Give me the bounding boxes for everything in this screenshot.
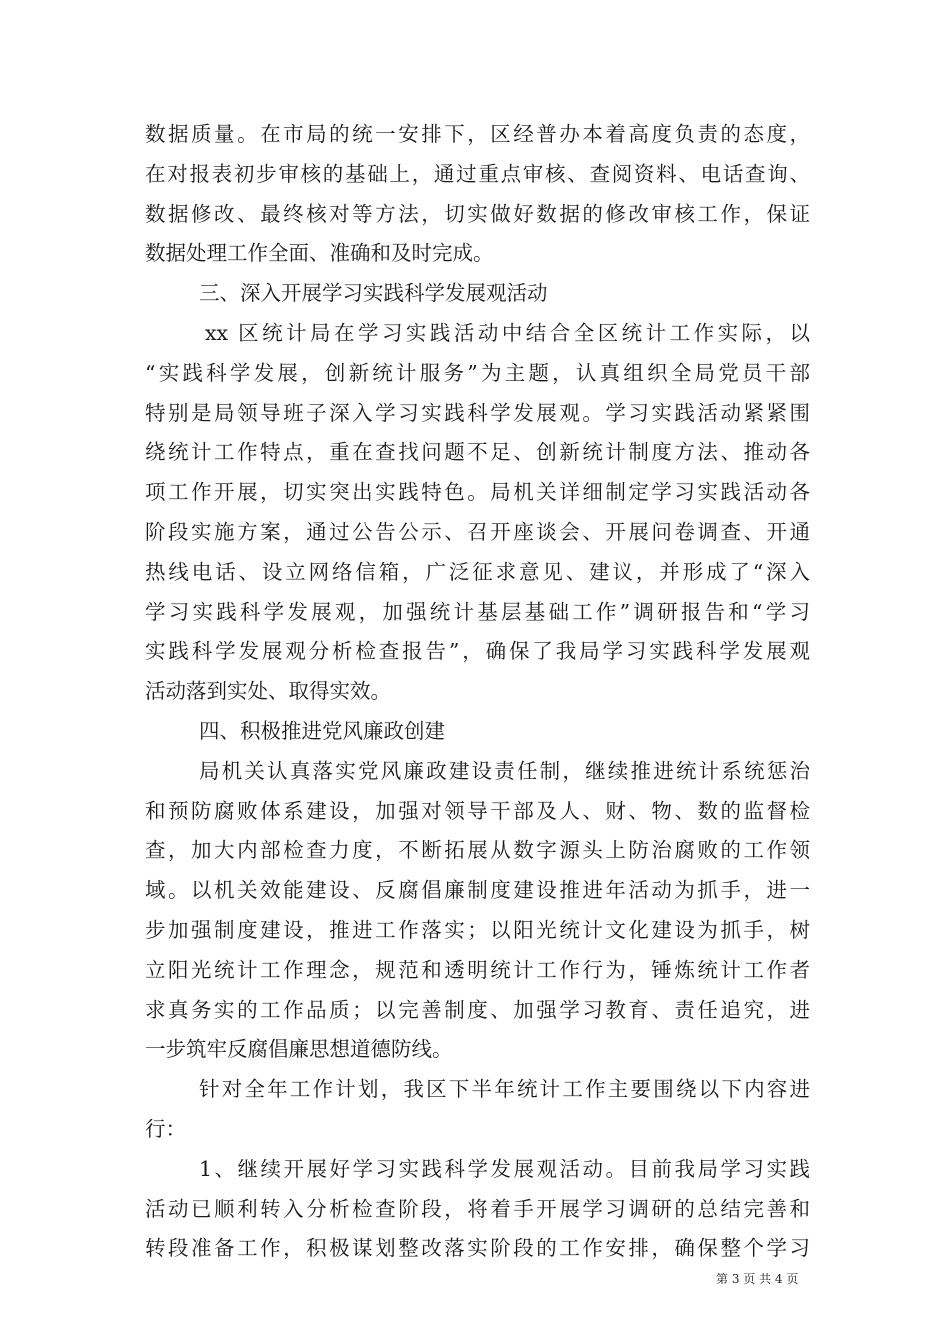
body-line: 热线电话、设立网络信箱，广泛征求意见、建议，并形成了“深入 <box>145 559 810 584</box>
body-line: 查，加大内部检查力度，不断拓展从数字源头上防治腐败的工作领 <box>145 838 810 863</box>
body-line: 数据修改、最终核对等方法，切实做好数据的修改审核工作，保证 <box>145 201 810 226</box>
body-line: 活动已顺利转入分析检查阶段，将着手开展学习调研的总结完善和 <box>145 1196 810 1221</box>
section-heading: 三、深入开展学习实践科学发展观活动 <box>199 281 548 306</box>
body-line: 立阳光统计工作理念，规范和透明统计工作行为，锤炼统计工作者 <box>145 957 810 982</box>
body-line: “实践科学发展，创新统计服务”为主题，认真组织全局党员干部 <box>145 360 810 385</box>
body-line: 一步筑牢反腐倡廉思想道德防线。 <box>145 1037 453 1062</box>
body-line: 项工作开展，切实突出实践特色。局机关详细制定学习实践活动各 <box>145 480 810 505</box>
body-line: 步加强制度建设，推进工作落实；以阳光统计文化建设为抓手，树 <box>145 917 810 942</box>
body-line: 局机关认真落实党风廉政建设责任制，继续推进统计系统惩治 <box>199 758 810 783</box>
body-line: 数据处理工作全面、准确和及时完成。 <box>145 241 494 266</box>
body-line: 转段准备工作，积极谋划整改落实阶段的工作安排，确保整个学习 <box>145 1236 810 1261</box>
body-line: 针对全年工作计划，我区下半年统计工作主要围绕以下内容进 <box>199 1077 810 1102</box>
body-line: 在对报表初步审核的基础上，通过重点审核、查阅资料、电话查询、 <box>145 161 810 186</box>
body-line: 域。以机关效能建设、反腐倡廉制度建设推进年活动为抓手，进一 <box>145 878 810 903</box>
body-line: 实践科学发展观分析检查报告”，确保了我局学习实践科学发展观 <box>145 639 810 664</box>
body-line: 活动落到实处、取得实效。 <box>145 679 391 704</box>
body-line: 阶段实施方案，通过公告公示、召开座谈会、开展问卷调查、开通 <box>145 519 810 544</box>
body-line: 特别是局领导班子深入学习实践科学发展观。学习实践活动紧紧围 <box>145 400 810 425</box>
body-line: 学习实践科学发展观，加强统计基层基础工作”调研报告和“学习 <box>145 599 810 624</box>
body-line: 1、继续开展好学习实践科学发展观活动。目前我局学习实践 <box>199 1156 810 1181</box>
body-line: 数据质量。在市局的统一安排下，区经普办本着高度负责的态度， <box>145 122 810 146</box>
body-line: xx 区统计局在学习实践活动中结合全区统计工作实际，以 <box>205 320 810 345</box>
body-line: 求真务实的工作品质；以完善制度、加强学习教育、责任追究，进 <box>145 997 810 1022</box>
section-heading: 四、积极推进党风廉政创建 <box>199 718 445 743</box>
document-body <box>145 115 810 1269</box>
body-line: 绕统计工作特点，重在查找问题不足、创新统计制度方法、推动各 <box>145 440 810 465</box>
body-line: 和预防腐败体系建设，加强对领导干部及人、财、物、数的监督检 <box>145 798 810 823</box>
page-indicator: 第 3 页 共 4 页 <box>716 1272 799 1286</box>
body-line: 行： <box>145 1116 186 1141</box>
